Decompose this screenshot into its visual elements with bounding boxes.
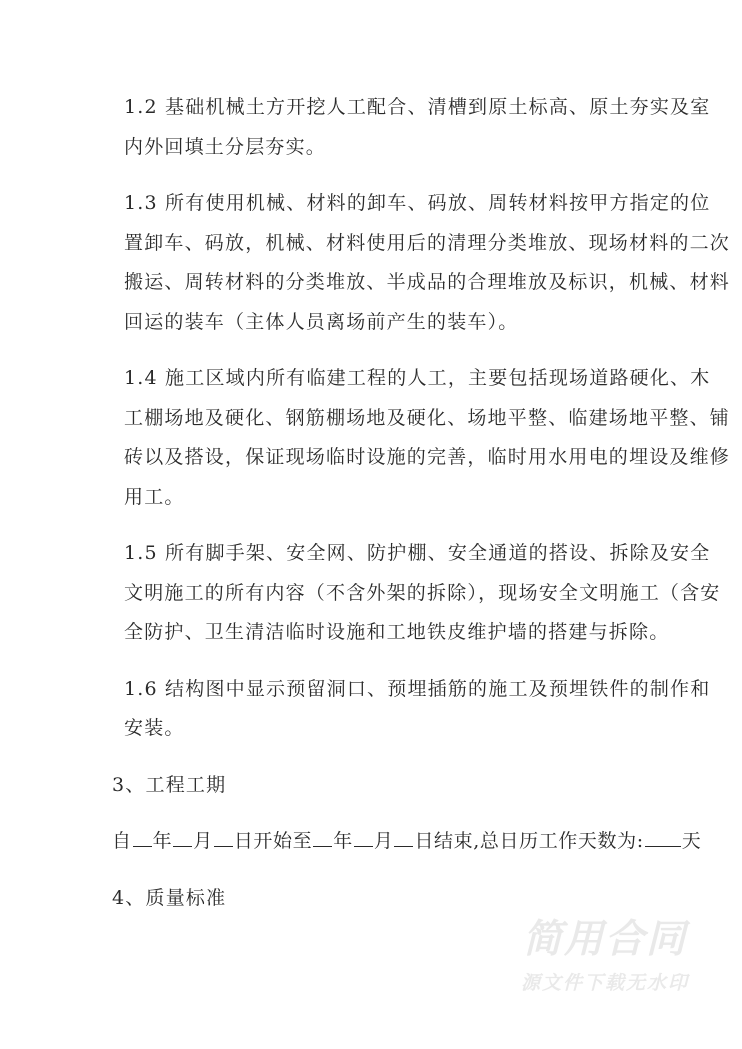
text-line: 文明施工的所有内容（不含外架的拆除），现场安全文明施工（含安	[124, 581, 721, 604]
schedule-year: 年	[152, 830, 173, 852]
total-days-blank[interactable]	[645, 822, 681, 847]
schedule-days-unit: 天	[681, 830, 702, 852]
text-line: 安装。	[124, 717, 185, 739]
paragraph-1-2	[112, 88, 711, 167]
text-line: 用工。	[124, 485, 185, 508]
schedule-year2: 年	[333, 830, 353, 852]
watermark	[510, 918, 700, 996]
text-line: 内外回填土分层夯实。	[124, 135, 327, 158]
schedule-from: 自	[112, 830, 132, 852]
schedule-day-end: 日结束,总日历工作天数为:	[414, 830, 644, 852]
text-line: 1.2 基础机械土方开挖人工配合、清槽到原土标高、原土夯实及室	[124, 96, 711, 118]
schedule-day-start: 日开始至	[233, 830, 313, 852]
end-month-blank[interactable]	[354, 822, 373, 847]
text-line: 工棚场地及硬化、钢筋棚场地及硬化、场地平整、临建场地平整、铺	[124, 406, 731, 429]
text-line: 回运的装车（主体人员离场前产生的装车）。	[124, 310, 519, 333]
schedule-line	[112, 822, 702, 862]
start-year-blank[interactable]	[133, 822, 152, 847]
paragraph-1-5	[112, 534, 721, 653]
text-line: 全防护、卫生清洁临时设施和工地铁皮维护墙的搭建与拆除。	[124, 621, 670, 643]
section-heading-schedule: 3、工程工期	[112, 773, 227, 796]
schedule-month2: 月	[373, 830, 394, 852]
start-month-blank[interactable]	[173, 822, 192, 847]
text-line: 1.6 结构图中显示预留洞口、预埋插筋的施工及预埋铁件的制作和	[124, 677, 711, 700]
paragraph-1-4	[112, 359, 731, 517]
text-line: 1.5 所有脚手架、安全网、防护棚、安全通道的搭设、拆除及安全	[124, 542, 711, 564]
end-day-blank[interactable]	[394, 822, 413, 847]
schedule-month: 月	[193, 830, 213, 852]
start-day-blank[interactable]	[214, 822, 233, 847]
document-page	[112, 88, 731, 935]
section-heading-quality: 4、质量标准	[112, 886, 227, 909]
paragraph-1-3	[112, 184, 731, 342]
text-line: 1.3 所有使用机械、材料的卸车、码放、周转材料按甲方指定的位	[124, 192, 711, 214]
paragraph-1-6	[112, 670, 711, 749]
text-line: 1.4 施工区域内所有临建工程的人工，主要包括现场道路硬化、木	[124, 367, 711, 389]
text-line: 置卸车、码放，机械、材料使用后的清理分类堆放、现场材料的二次	[124, 231, 731, 254]
watermark-subtitle: 源文件下载无水印	[520, 972, 689, 994]
text-line: 砖以及搭设，保证现场临时设施的完善，临时用水用电的埋设及维修	[124, 446, 731, 468]
watermark-title: 简用合同	[522, 917, 687, 962]
text-line: 搬运、周转材料的分类堆放、半成品的合理堆放及标识，机械、材料	[124, 271, 731, 293]
end-year-blank[interactable]	[313, 822, 332, 847]
